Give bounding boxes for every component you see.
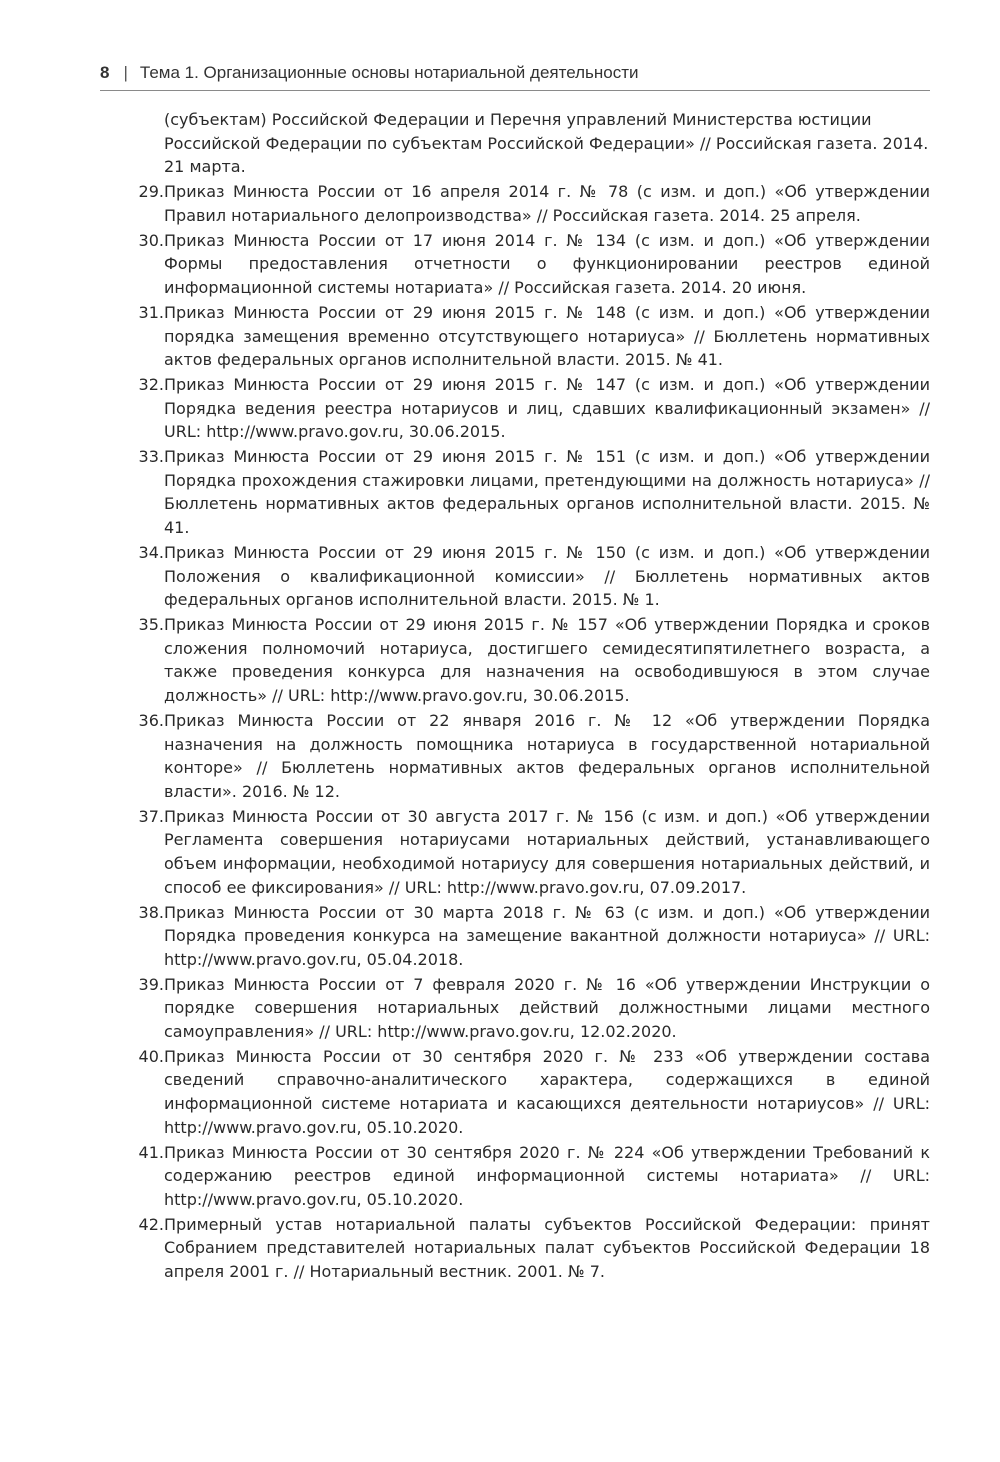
- list-item: [100, 180, 930, 227]
- list-item-text: Примерный устав нотариальной палаты субъектов Российской Федерации: принят Собранием представителей нотариальных палат субъектов Российской Федерации 18 апреля 2001 г. // Нотариальный вестник. 2001. № 7.: [164, 1214, 930, 1281]
- list-item: [100, 973, 930, 1044]
- list-item-text: Приказ Минюста России от 30 сентября 2020 г. № 224 «Об утверждении Требований к содержанию реестров единой информационной системы нотариата» // URL: http://www.pravo.gov.ru, 05.10.2020.: [164, 1142, 930, 1209]
- list-item: [100, 709, 930, 803]
- list-item-text: Приказ Минюста России от 30 марта 2018 г. № 63 (с изм. и доп.) «Об утверждении Порядка проведения конкурса на замещение вакантной должности нотариуса» // URL: http://www.pravo.gov.ru, 05.04.2018.: [164, 902, 930, 969]
- list-item: [100, 613, 930, 707]
- list-item-number: 33.: [138, 447, 164, 467]
- list-item-number: 39.: [138, 974, 164, 994]
- list-item-text: Приказ Минюста России от 7 февраля 2020 г. № 16 «Об утверждении Инструкции о порядке совершения нотариальных действий должностными лицами местного самоуправления» // URL: http://www.pravo.gov.ru, 12.02.2020.: [164, 974, 930, 1041]
- running-header: [100, 62, 930, 84]
- list-item-number: 40.: [138, 1046, 164, 1066]
- list-item: [100, 901, 930, 972]
- list-item-text: Приказ Минюста России от 29 июня 2015 г. № 151 (с изм. и доп.) «Об утверждении Порядка прохождения стажировки лицами, претендующими на должность нотариуса» // Бюллетень нормативных актов федеральных органов исполнительной власти. 2015. № 41.: [164, 447, 930, 538]
- list-item-text: Приказ Минюста России от 17 июня 2014 г. № 134 (с изм. и доп.) «Об утверждении Формы предоставления отчетности о функционировании реестров единой информационной системы нотариата» // Российская газета. 2014. 20 июня.: [164, 230, 930, 297]
- list-item-number: 41.: [138, 1142, 164, 1162]
- list-item-number: 35.: [138, 615, 164, 635]
- list-item-number: 31.: [138, 302, 164, 322]
- list-item-text: Приказ Минюста России от 29 июня 2015 г. № 150 (с изм. и доп.) «Об утверждении Положения о квалификационной комиссии» // Бюллетень нормативных актов федеральных органов исполнительной власти. 2015. № 1.: [164, 543, 930, 610]
- running-header-title: Тема 1. Организационные основы нотариальной деятельности: [139, 63, 639, 82]
- list-item: [100, 229, 930, 300]
- list-item-number: 34.: [138, 543, 164, 563]
- list-item: [100, 1045, 930, 1139]
- list-item-number: 38.: [138, 902, 164, 922]
- page-number: 8: [100, 63, 110, 82]
- list-item-text: (субъектам) Российской Федерации и Перечня управлений Министерства юстиции Российской Федерации по субъектам Российской Федерации» // Российская газета. 2014. 21 марта.: [164, 110, 929, 177]
- bibliography-list: [100, 108, 930, 1285]
- list-item-number: 30.: [138, 230, 164, 250]
- list-item-number: 29.: [138, 182, 164, 202]
- list-item: [100, 1213, 930, 1284]
- header-separator: |: [123, 63, 128, 82]
- list-item-number: 32.: [138, 375, 164, 395]
- list-item-text: Приказ Минюста России от 29 июня 2015 г. № 157 «Об утверждении Порядка и сроков сложения полномочий нотариуса, достигшего семидесятипятилетнего возраста, а также проведения конкурса для назначения на освободившуюся в этом случае должность» // URL: http://www.pravo.gov.ru, 30.06.2015.: [164, 615, 930, 705]
- list-item-continuation: [100, 108, 930, 179]
- list-item: [100, 805, 930, 899]
- list-item: [100, 373, 930, 444]
- list-item-text: Приказ Минюста России от 29 июня 2015 г. № 147 (с изм. и доп.) «Об утверждении Порядка ведения реестра нотариусов и лиц, сдавших квалификационный экзамен» // URL: http://www.pravo.gov.ru, 30.06.2015.: [164, 375, 930, 442]
- list-item: [100, 1141, 930, 1212]
- list-item-number: 37.: [138, 806, 164, 826]
- list-item: [100, 445, 930, 539]
- header-rule: [100, 90, 930, 91]
- list-item-number: 36.: [138, 710, 164, 730]
- list-item-text: Приказ Минюста России от 30 сентября 2020 г. № 233 «Об утверждении состава сведений справочно-аналитического характера, содержащихся в единой информационной системе нотариата и касающихся деятельности нотариусов» // URL: http://www.pravo.gov.ru, 05.10.2020.: [164, 1046, 930, 1137]
- list-item: [100, 541, 930, 612]
- list-item-text: Приказ Минюста России от 16 апреля 2014 г. № 78 (с изм. и доп.) «Об утверждении Правил нотариального делопроизводства» // Российская газета. 2014. 25 апреля.: [164, 182, 930, 225]
- list-item: [100, 301, 930, 372]
- list-item-text: Приказ Минюста России от 30 августа 2017 г. № 156 (с изм. и доп.) «Об утверждении Регламента совершения нотариусами нотариальных действий, устанавливающего объем информации, необходимой нотариусу для совершения нотариальных действий, и способ ее фиксирования» // URL: http://www.pravo.gov.ru, 07.09.2017.: [164, 806, 930, 897]
- list-item-text: Приказ Минюста России от 22 января 2016 г. № 12 «Об утверждении Порядка назначения на должность помощника нотариуса в государственной нотариальной конторе» // Бюллетень нормативных актов федеральных органов исполнительной власти». 2016. № 12.: [164, 710, 930, 801]
- list-item-number: 42.: [138, 1214, 164, 1234]
- list-item-text: Приказ Минюста России от 29 июня 2015 г. № 148 (с изм. и доп.) «Об утверждении порядка замещения временно отсутствующего нотариуса» // Бюллетень нормативных актов федеральных органов исполнительной власти. 2015. № 41.: [164, 302, 930, 370]
